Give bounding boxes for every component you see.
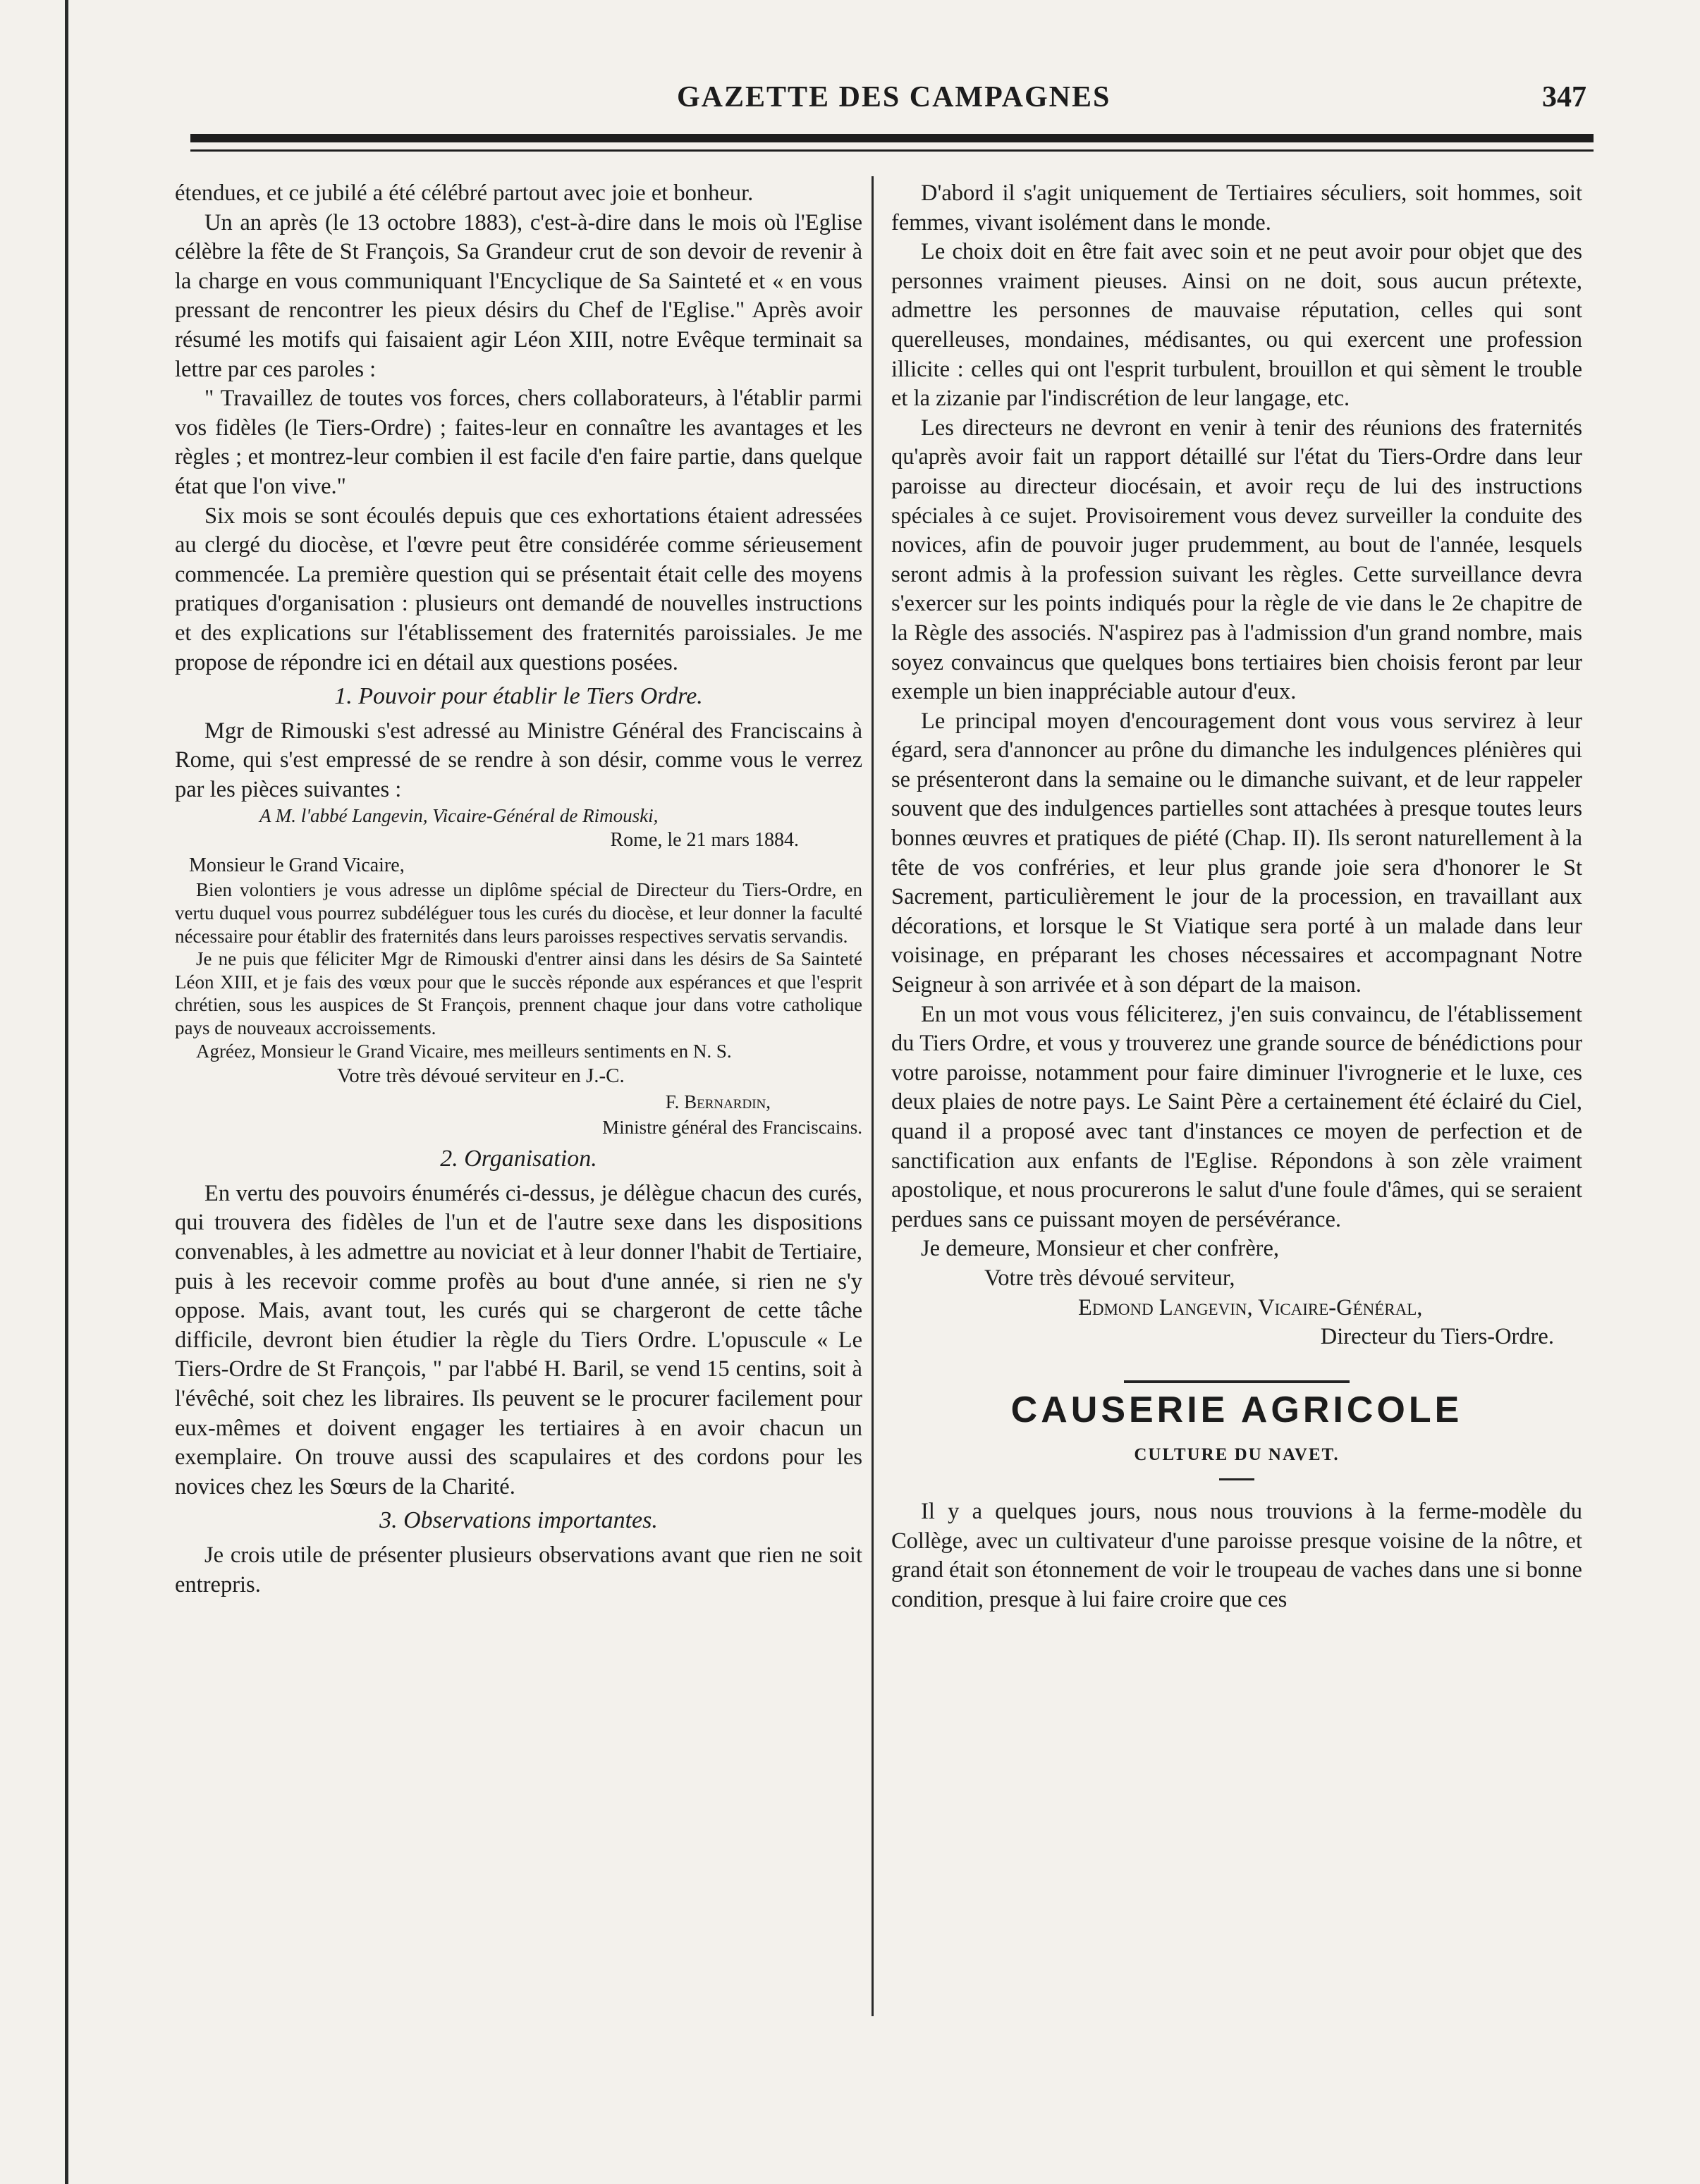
letter-signature-title: Ministre général des Franciscains. xyxy=(602,1117,862,1139)
margin-line xyxy=(65,0,68,2184)
paragraph: En un mot vous vous féliciterez, j'en suis convaincu, de l'établissement du Tiers Ordre, et vous y trouverez une grande source de bénédictions pour votre paroisse, notamment pour faire diminuer l'ivrognerie et le luxe, ces deux plaies de notre pays. Le Saint Père a certainement été éclairé du Ciel, quand il a proposé avec tant d'instances ce moyen de perfection et de sanctification aux enfants de l'Eglise. Répondons à son zèle vraiment apostolique, et nous procurerons le salut d'une foule d'âmes, qui se seraient perdues sans ce puissant moyen de persévérance. xyxy=(891,1001,1582,1232)
column-divider xyxy=(872,176,874,2016)
paragraph: Un an après (le 13 octobre 1883), c'est-à-dire dans le mois où l'Eglise célèbre la fête de St François, Sa Grandeur crut de son devoir de revenir à la charge en vous communiquant l'Encyclique de Sa Sainteté et « en vous pressant de rencontrer les pieux désirs du Chef de l'Eglise." Après avoir résumé les motifs qui faisaient agir Léon XIII, notre Evêque terminait sa lettre par ces paroles : xyxy=(175,209,862,382)
paragraph: Mgr de Rimouski s'est adressé au Ministre Général des Franciscains à Rome, qui s'est empressé de se rendre à son désir, comme vous le verrez par les pièces suivantes : xyxy=(175,718,862,802)
paragraph: Le choix doit en être fait avec soin et ne peut avoir pour objet que des personnes vraiment pieuses. Ainsi on ne doit, sous aucun prétexte, admettre les personnes de mauvaise réputation, celles qui sont querelleuses, mondaines, médisantes, ou qui exercent une profession illicite : celles qui ont l'esprit turbulent, brouillon et qui sèment le trouble et la zizanie par l'indiscrétion de leur langage, etc. xyxy=(891,239,1582,412)
paragraph: En vertu des pouvoirs énumérés ci-dessus, je délègue chacun des curés, qui trouvera des fidèles de l'un et de l'autre sexe dans les dispositions convenables, à les admettre au noviciat et à leur donner l'habit de Tertiaire, puis à les recevoir comme profès au bout d'une année, si rien ne s'y oppose. Mais, avant tout, les curés qui se chargeront de cette tâche difficile, devront bien étudier la règle du Tiers Ordre. L'opuscule « Le Tiers-Ordre de St François, " par l'abbé H. Baril, se vend 15 centins, soit à l'évêché, soit chez les libraires. Ils peuvent se le procurer facilement pour eux-mêmes et doivent engager les tertiaires à en avoir chacun un exemplaire. On trouve aussi des scapulaires et des cordons pour les novices chez les Sœurs de la Charité. xyxy=(175,1180,862,1499)
paragraph: Je crois utile de présenter plusieurs observations avant que rien ne soit entrepris. xyxy=(175,1542,862,1597)
causerie-subtitle: CULTURE DU NAVET. xyxy=(1134,1445,1340,1465)
letter-greeting: Monsieur le Grand Vicaire, xyxy=(189,854,405,877)
header-rule-thick xyxy=(190,134,1594,142)
letter-signature-line: Votre très dévoué serviteur en J.-C. xyxy=(337,1065,625,1088)
closing-block xyxy=(891,1234,1582,1351)
closing-line: Je demeure, Monsieur et cher confrère, xyxy=(921,1236,1280,1262)
letter-body xyxy=(175,878,862,1062)
section-separator xyxy=(1124,1380,1350,1383)
journal-title: GAZETTE DES CAMPAGNES xyxy=(677,81,1111,114)
left-column xyxy=(175,179,862,1600)
paragraph: Les directeurs ne devront en venir à tenir des réunions des fraternités qu'après avoir fait un rapport détaillé sur l'état du Tiers-Ordre dans leur paroisse au directeur diocésain, et avoir reçu de lui des instructions spéciales à ce sujet. Provisoirement vous devez surveiller la conduite des novices, afin de pouvoir juger prudemment, au bout de l'année, lesquels seront admis à la profession suivant les règles. Cette surveillance devra s'exercer sur les points indiqués pour la règle de vie dans le 2e chapitre de la Règle des associés. N'aspirez pas à l'admission d'un grand nombre, mais soyez convaincus que quelques bons tertiaires bien choisis feront par leur exemple un bien inappréciable autour d'eux. xyxy=(891,415,1582,705)
page-number: 347 xyxy=(1542,81,1586,114)
closing-signature: Edmond Langevin, Vicaire-Général, xyxy=(1078,1294,1423,1320)
paragraph: " Travaillez de toutes vos forces, chers collaborateurs, à l'établir parmi vos fidèles (le Tiers-Ordre) ; faites-leur en connaître les avantages et les règles ; et montrez-leur combien il est facile d'en faire partie, dans quelque état que l'on vive." xyxy=(175,386,862,499)
closing-title: Directeur du Tiers-Ordre. xyxy=(1320,1324,1554,1350)
right-column xyxy=(891,179,1582,1614)
section-heading: 1. Pouvoir pour établir le Tiers Ordre. xyxy=(334,683,703,710)
paragraph: étendues, et ce jubilé a été célébré partout avec joie et bonheur. xyxy=(175,180,754,206)
closing-line: Votre très dévoué serviteur, xyxy=(984,1265,1235,1291)
paragraph: Six mois se sont écoulés depuis que ces exhortations étaient adressées au clergé du diocèse, et l'œvre peut être considérée comme sérieusement commencée. La première question qui se présentait était celle des moyens pratiques d'organisation : plusieurs ont demandé de nouvelles instructions et des explications sur l'établissement des fraternités paroissiales. Je me propose de répondre ici en détail aux questions posées. xyxy=(175,503,862,675)
letter-paragraph: Agréez, Monsieur le Grand Vicaire, mes meilleurs sentiments en N. S. xyxy=(196,1040,732,1062)
letter-date: Rome, le 21 mars 1884. xyxy=(610,829,799,852)
paragraph: Le principal moyen d'encouragement dont vous vous servirez à leur égard, sera d'annoncer au prône du dimanche les indulgences plénières qui se présenteront dans la semaine ou le dimanche suivant, et de leur rappeler souvent que des indulgences partielles sont attachées à presque toutes leurs bonnes œuvres et pratiques de piété (Chap. II). Ils seront naturellement à la tête de vos confréries, et leur plus grande joie sera d'honorer le St Sacrement, particulièrement le jour de la procession, en travaillant aux décorations, et lorsque le St Viatique sera porté à un malade dans leur voisinage, en préparant les choses nécessaires et accompagnant Notre Seigneur à son arrivée et à son départ de la maison. xyxy=(891,708,1582,998)
letter-address: A M. l'abbé Langevin, Vicaire-Général de Rimouski, xyxy=(259,805,659,827)
paragraph: Il y a quelques jours, nous nous trouvions à la ferme-modèle du Collège, avec un cultivateur d'une paroisse presque voisine de la nôtre, et grand était son étonnement de voir le troupeau de vaches dans une si bonne condition, presque à lui faire croire que ces xyxy=(891,1498,1582,1612)
causerie-title: CAUSERIE AGRICOLE xyxy=(1010,1389,1463,1430)
letter-paragraph: Bien volontiers je vous adresse un diplôme spécial de Directeur du Tiers-Ordre, en vertu duquel vous pourrez subdéléguer tous les curés du diocèse, et leur donner la faculté nécessaire pour établir des fraternités dans leurs paroisses respectives servatis servandis. xyxy=(175,879,862,947)
letter-paragraph: Je ne puis que féliciter Mgr de Rimouski d'entrer ainsi dans les désirs de Sa Sainteté Léon XIII, et je fais des vœux pour que le succès réponde aux espérances et que l'esprit chrétien, sous les auspices de St François, prennent chaque jour dans votre catholique pays de nouveaux accroissements. xyxy=(175,948,862,1039)
section-heading: 3. Observations importantes. xyxy=(379,1507,658,1534)
paragraph: D'abord il s'agit uniquement de Tertiaires séculiers, soit hommes, soit femmes, vivant isolément dans le monde. xyxy=(891,180,1582,235)
section-heading: 2. Organisation. xyxy=(440,1146,597,1172)
page-header xyxy=(183,78,1586,128)
letter-signature-name: F. Bernardin, xyxy=(665,1091,771,1113)
header-rule-thin xyxy=(190,149,1594,152)
subtitle-rule xyxy=(1219,1478,1254,1480)
